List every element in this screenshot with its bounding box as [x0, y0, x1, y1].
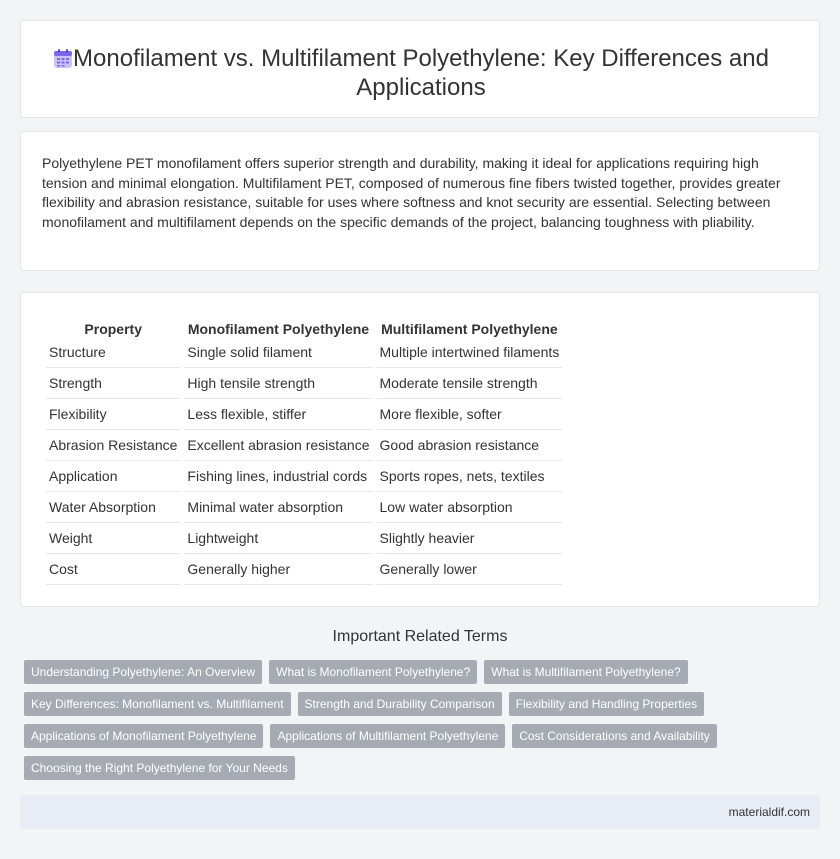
- footer-site-name: materialdif.com: [728, 805, 810, 819]
- table-cell: Good abrasion resistance: [377, 430, 563, 461]
- table-row: [46, 399, 562, 430]
- page-title: Monofilament vs. Multifilament Polyethylene: Key Differences and Applications: [73, 45, 769, 101]
- table-row: [46, 554, 562, 585]
- tag-row: [24, 724, 824, 756]
- table-cell: Less flexible, stiffer: [184, 399, 372, 430]
- table-row: [46, 461, 562, 492]
- related-term-tag[interactable]: Choosing the Right Polyethylene for Your Needs: [24, 756, 295, 780]
- table-cell: Abrasion Resistance: [46, 430, 180, 461]
- related-term-tag[interactable]: Understanding Polyethylene: An Overview: [24, 660, 262, 684]
- table-cell: Single solid filament: [184, 337, 372, 368]
- related-term-tag[interactable]: Strength and Durability Comparison: [298, 692, 502, 716]
- tag-row: [24, 660, 824, 692]
- table-cell: Generally higher: [184, 554, 372, 585]
- table-cell: Minimal water absorption: [184, 492, 372, 523]
- table-cell: Water Absorption: [46, 492, 180, 523]
- header-card: [20, 20, 820, 118]
- related-terms-heading: Important Related Terms: [332, 628, 508, 645]
- comparison-card: [20, 292, 820, 607]
- table-cell: Multiple intertwined filaments: [377, 337, 563, 368]
- tag-row: [24, 692, 824, 724]
- table-row: [46, 430, 562, 461]
- related-term-tag[interactable]: Applications of Multifilament Polyethylene: [270, 724, 505, 748]
- table-cell: High tensile strength: [184, 368, 372, 399]
- table-cell: Slightly heavier: [377, 523, 563, 554]
- table-header-row: [46, 315, 562, 337]
- table-cell: Generally lower: [377, 554, 563, 585]
- table-cell: Low water absorption: [377, 492, 563, 523]
- table-cell: Lightweight: [184, 523, 372, 554]
- table-row: [46, 337, 562, 368]
- comparison-table: [42, 315, 566, 585]
- table-cell: Strength: [46, 368, 180, 399]
- table-cell: Fishing lines, industrial cords: [184, 461, 372, 492]
- table-cell: Excellent abrasion resistance: [184, 430, 372, 461]
- related-term-tag[interactable]: What is Multifilament Polyethylene?: [484, 660, 687, 684]
- footer: [20, 795, 820, 829]
- related-term-tag[interactable]: Cost Considerations and Availability: [512, 724, 717, 748]
- table-row: [46, 492, 562, 523]
- related-term-tag[interactable]: Applications of Monofilament Polyethylene: [24, 724, 263, 748]
- column-header-property: Property: [84, 321, 142, 337]
- table-cell: Structure: [46, 337, 180, 368]
- related-term-tag[interactable]: What is Monofilament Polyethylene?: [269, 660, 477, 684]
- table-cell: Flexibility: [46, 399, 180, 430]
- intro-card: [20, 131, 820, 271]
- table-cell: Cost: [46, 554, 180, 585]
- column-header-multifilament: Multifilament Polyethylene: [381, 321, 558, 337]
- table-cell: Weight: [46, 523, 180, 554]
- table-cell: Application: [46, 461, 180, 492]
- table-row: [46, 368, 562, 399]
- related-term-tag[interactable]: Flexibility and Handling Properties: [509, 692, 704, 716]
- tag-row: [24, 756, 824, 788]
- table-cell: Sports ropes, nets, textiles: [377, 461, 563, 492]
- related-term-tag[interactable]: Key Differences: Monofilament vs. Multifilament: [24, 692, 291, 716]
- column-header-monofilament: Monofilament Polyethylene: [187, 321, 370, 337]
- table-cell: Moderate tensile strength: [377, 368, 563, 399]
- related-terms-list: [24, 660, 824, 788]
- table-row: [46, 523, 562, 554]
- intro-paragraph: Polyethylene PET monofilament offers superior strength and durability, making it ideal for applications requiring high tension and minimal elongation. Multifilament PET, composed of numerous fine fibers twisted together, provides greater flexibility and abrasion resistance, suitable for uses where softness and knot security are essential. Selecting between monofilament and multifilament depends on the specific demands of the project, balancing toughness with pliability.: [42, 155, 781, 230]
- table-cell: More flexible, softer: [377, 399, 563, 430]
